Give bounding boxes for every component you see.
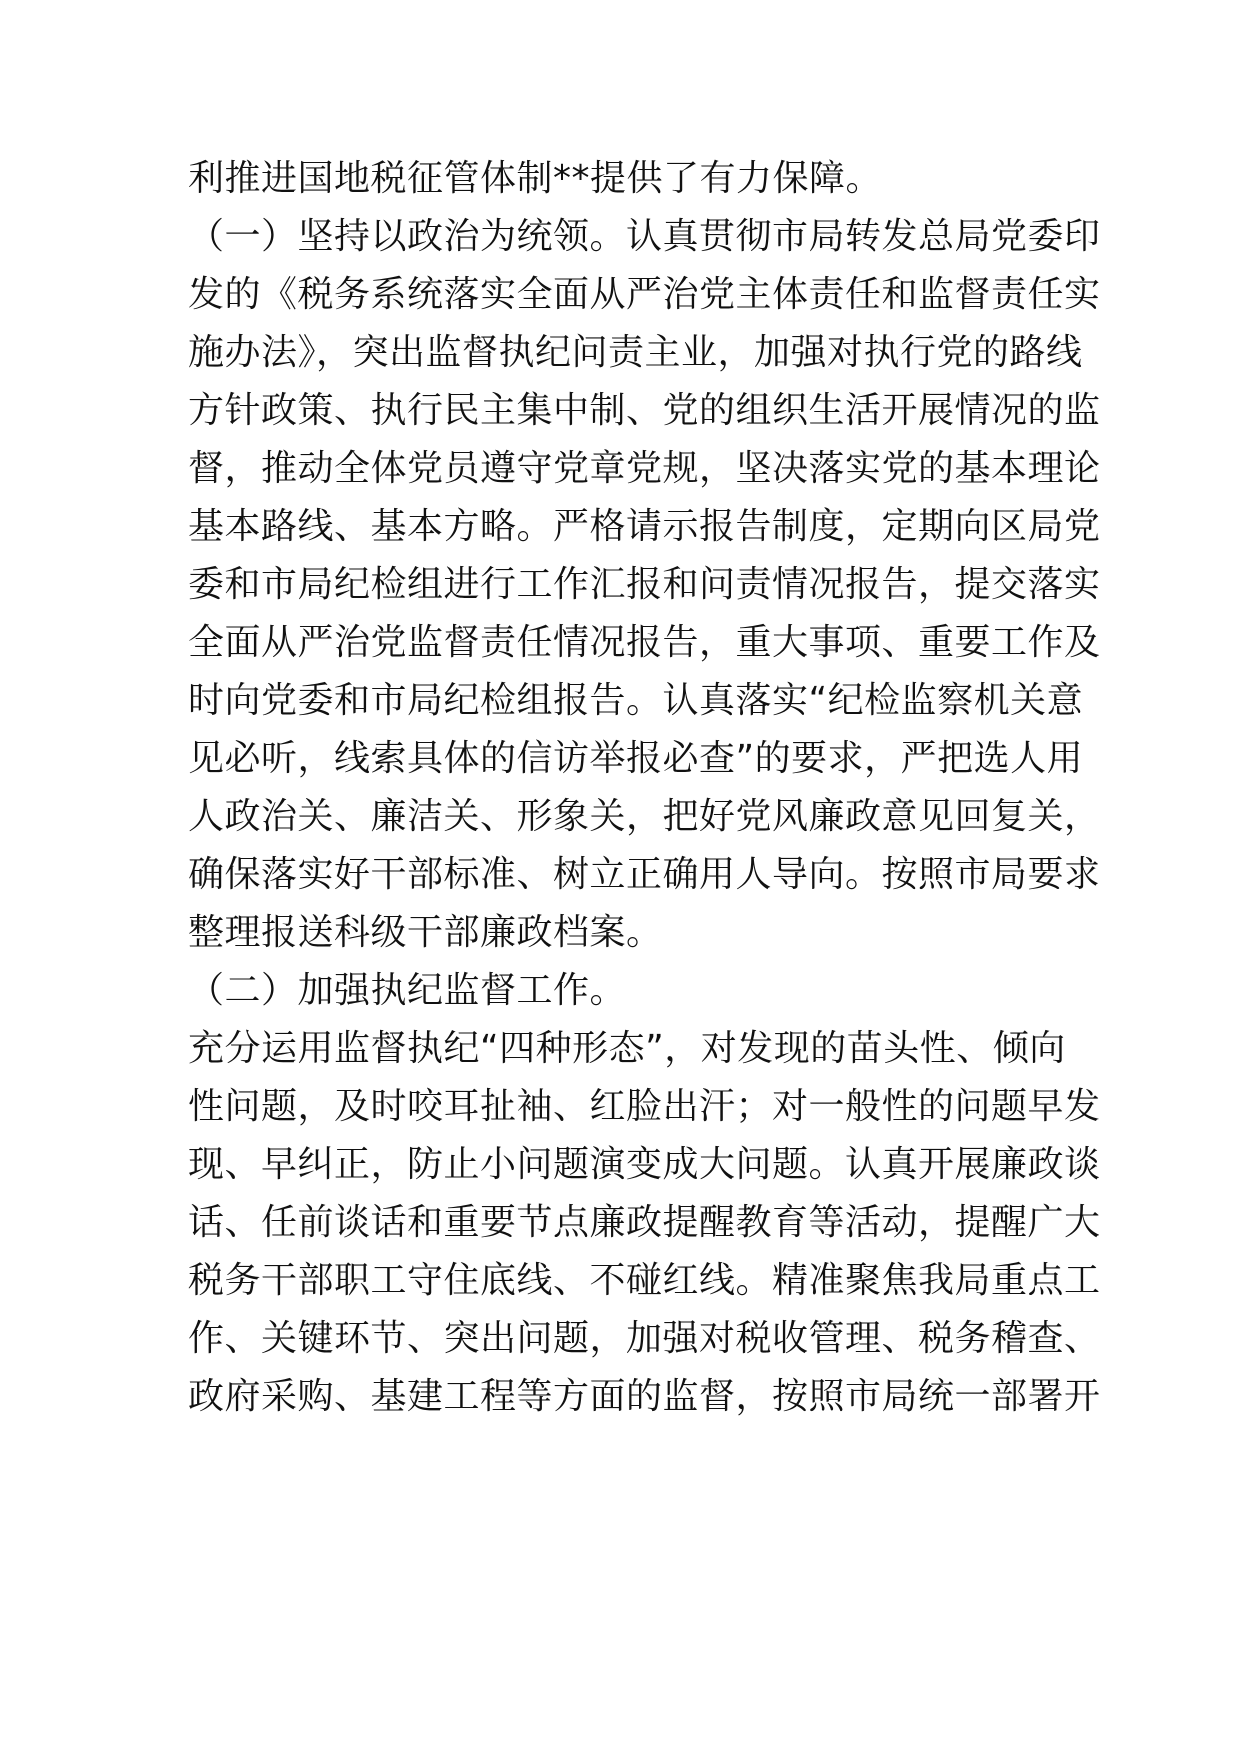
- text-line: 发的《税务系统落实全面从严治党主体责任和监督责任实: [188, 274, 1101, 315]
- text-line: 政府采购、基建工程等方面的监督，按照市局统一部署开: [188, 1376, 1101, 1417]
- text-line: 整理报送科级干部廉政档案。: [188, 912, 663, 953]
- text-line: 税务干部职工守住底线、不碰红线。精准聚焦我局重点工: [188, 1260, 1101, 1301]
- text-line: 方针政策、执行民主集中制、党的组织生活开展情况的监: [188, 390, 1101, 431]
- text-line: 见必听，线索具体的信访举报必查”的要求，严把选人用: [188, 738, 1084, 779]
- text-line: 基本路线、基本方略。严格请示报告制度，定期向区局党: [188, 506, 1101, 547]
- text-line: （一）坚持以政治为统领。认真贯彻市局转发总局党委印: [188, 216, 1101, 257]
- text-line: 充分运用监督执纪“四种形态”，对发现的苗头性、倾向: [188, 1028, 1066, 1069]
- text-line: 施办法》，突出监督执纪问责主业，加强对执行党的路线: [188, 332, 1083, 373]
- text-line: 时向党委和市局纪检组报告。认真落实“纪检监察机关意: [188, 680, 1084, 721]
- text-line: （二）加强执纪监督工作。: [188, 970, 627, 1011]
- text-line: 现、早纠正，防止小问题演变成大问题。认真开展廉政谈: [188, 1144, 1101, 1185]
- text-line: 性问题，及时咬耳扯袖、红脸出汗；对一般性的问题早发: [188, 1086, 1101, 1127]
- text-line: 利推进国地税征管体制**提供了有力保障。: [188, 158, 883, 199]
- text-line: 作、关键环节、突出问题，加强对税收管理、税务稽查、: [188, 1318, 1101, 1359]
- text-line: 全面从严治党监督责任情况报告，重大事项、重要工作及: [188, 622, 1101, 663]
- text-line: 确保落实好干部标准、树立正确用人导向。按照市局要求: [188, 854, 1101, 895]
- text-line: 话、任前谈话和重要节点廉政提醒教育等活动，提醒广大: [188, 1202, 1101, 1243]
- text-line: 人政治关、廉洁关、形象关，把好党风廉政意见回复关，: [188, 796, 1101, 837]
- text-line: 督，推动全体党员遵守党章党规，坚决落实党的基本理论: [188, 448, 1101, 489]
- text-line: 委和市局纪检组进行工作汇报和问责情况报告，提交落实: [188, 564, 1101, 605]
